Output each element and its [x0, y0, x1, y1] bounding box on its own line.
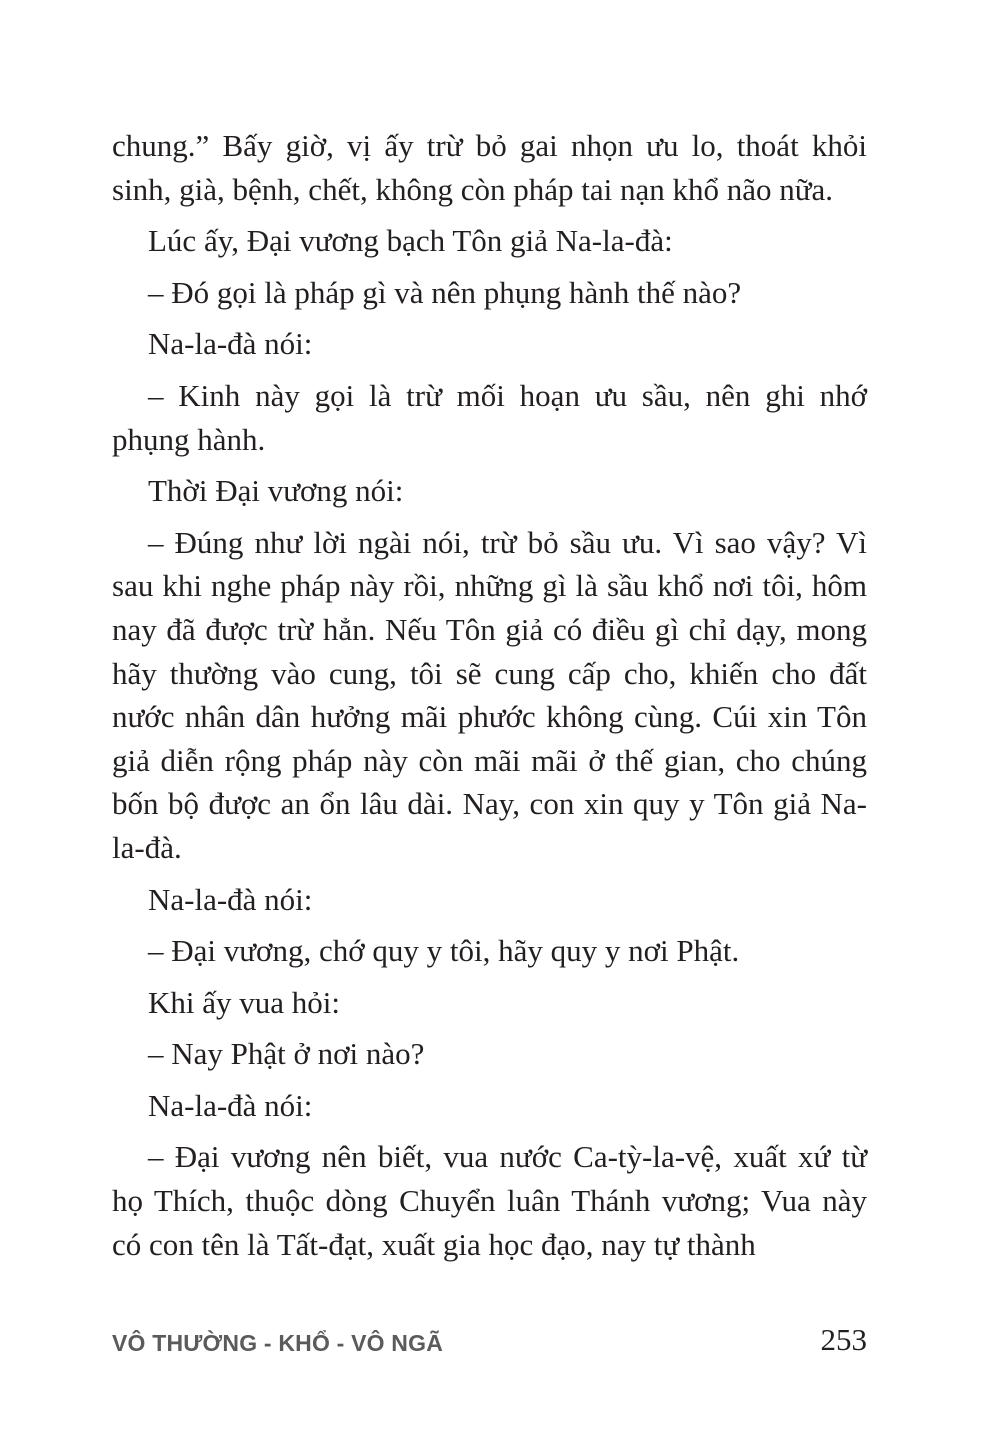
dialogue-line: – Nay Phật ở nơi nào?	[148, 1036, 425, 1072]
dialogue-line: – Đó gọi là pháp gì và nên phụng hành thế nào?	[148, 274, 742, 310]
page-footer	[112, 1322, 867, 1366]
dialogue-line: – Đại vương nên biết, vua nước Ca-tỳ-la-vệ, xuất xứ từ họ Thích, thuộc dòng Chuyển luân Thánh vương; Vua này có con tên là Tất-đạt, xuất gia học đạo, nay tự thành	[112, 1139, 867, 1262]
paragraph: Thời Đại vương nói:	[148, 473, 404, 509]
running-title: VÔ THƯỜNG - KHỔ - VÔ NGÃ	[112, 1330, 444, 1356]
dialogue-line: – Đại vương, chớ quy y tôi, hãy quy y nơi Phật.	[148, 933, 740, 969]
dialogue-line: – Đúng như lời ngài nói, trừ bỏ sầu ưu. Vì sao vậy? Vì sau khi nghe pháp này rồi, những gì là sầu khổ nơi tôi, hôm nay đã được trừ hẳn. Nếu Tôn giả có điều gì chỉ dạy, mong hãy thường vào cung, tôi sẽ cung cấp cho, khiến cho đất nước nhân dân hưởng mãi phước không cùng. Cúi xin Tôn giả diễn rộng pháp này còn mãi mãi ở thế gian, cho chúng bốn bộ được an ổn lâu dài. Nay, con xin quy y Tôn giả Na-la-đà.	[112, 524, 867, 865]
paragraph: Na-la-đà nói:	[148, 881, 313, 917]
page-number: 253	[820, 1322, 867, 1357]
paragraph: Na-la-đà nói:	[148, 326, 313, 362]
paragraph-continued: chung.” Bấy giờ, vị ấy trừ bỏ gai nhọn ưu lo, thoát khỏi sinh, già, bệnh, chết, không còn pháp tai nạn khổ não nữa.	[112, 128, 867, 207]
paragraph: Lúc ấy, Đại vương bạch Tôn giả Na-la-đà:	[148, 223, 673, 259]
paragraph: Khi ấy vua hỏi:	[148, 984, 340, 1020]
paragraph: Na-la-đà nói:	[148, 1087, 313, 1123]
body-text	[112, 124, 867, 1274]
dialogue-line: – Kinh này gọi là trừ mối hoạn ưu sầu, nên ghi nhớ phụng hành.	[112, 377, 867, 457]
